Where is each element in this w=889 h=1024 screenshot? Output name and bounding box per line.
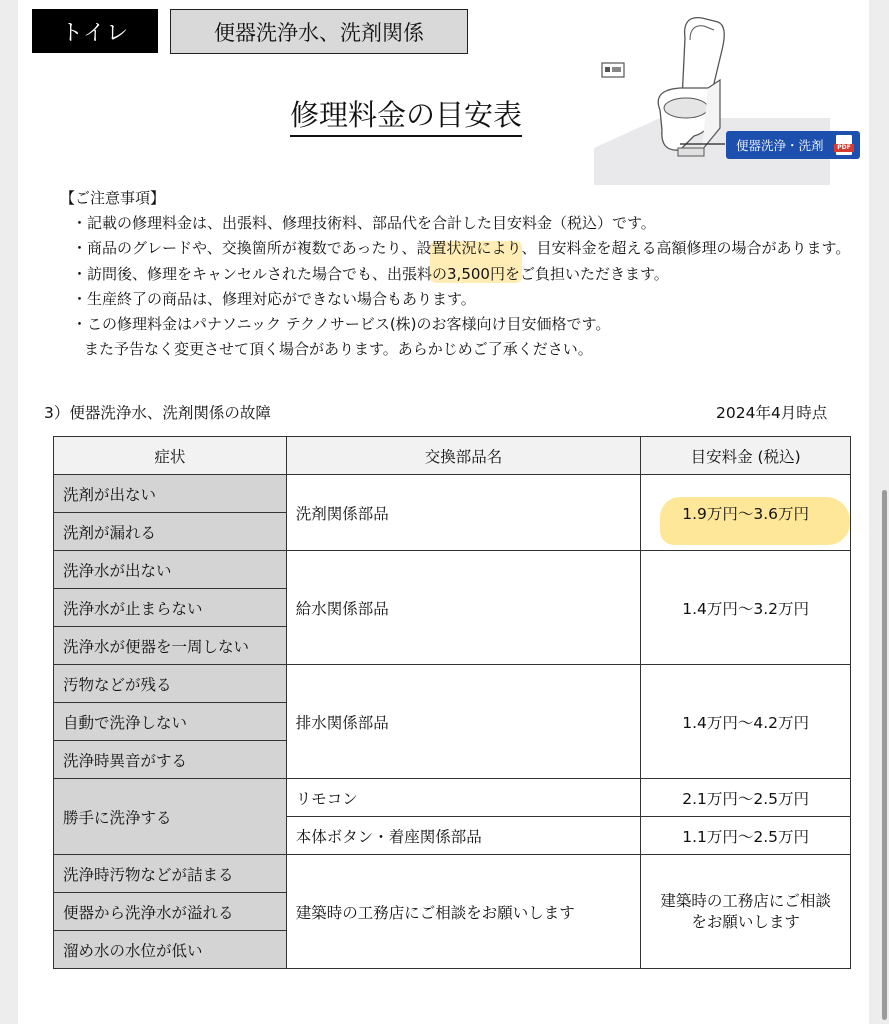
symptom-cell: 洗浄時汚物などが詰まる [54, 855, 287, 893]
note-item: ・この修理料金はパナソニック テクノサービス(株)のお客様向け目安価格です。 [72, 315, 611, 334]
table-header-row [54, 437, 851, 475]
note-item: ・訪問後、修理をキャンセルされた場合でも、出張料の3,500円をご負担いただきます。 [72, 264, 669, 283]
price-cell: 1.4万円～3.2万円 [641, 551, 851, 665]
table-row [54, 855, 851, 893]
part-cell: 給水関係部品 [286, 551, 641, 665]
pdf-download-button[interactable] [726, 131, 860, 159]
symptom-cell: 洗浄水が出ない [54, 551, 287, 589]
pdf-file-icon: PDF [836, 135, 852, 155]
part-cell: 建築時の工務店にご相談をお願いします [286, 855, 641, 969]
price-cell [641, 855, 851, 969]
note-item: ・記載の修理料金は、出張料、修理技術料、部品代を合計した目安料金（税込）です。 [72, 214, 656, 233]
symptom-cell: 洗浄時異音がする [54, 741, 287, 779]
repair-fee-table [53, 436, 851, 969]
part-cell: 排水関係部品 [286, 665, 641, 779]
symptom-cell: 洗浄水が止まらない [54, 589, 287, 627]
part-cell: 本体ボタン・着座関係部品 [286, 817, 641, 855]
price-cell: 1.9万円～3.6万円 [641, 475, 851, 551]
symptom-cell: 溜め水の水位が低い [54, 931, 287, 969]
symptom-cell: 勝手に洗浄する [54, 779, 287, 855]
category-tag: トイレ [32, 9, 158, 53]
table-row [54, 551, 851, 589]
pdf-button-label: 便器洗浄・洗剤 [736, 138, 824, 153]
subcategory-tag: 便器洗浄水、洗剤関係 [170, 9, 468, 54]
column-header-price: 目安料金 (税込) [641, 437, 851, 475]
symptom-cell: 便器から洗浄水が溢れる [54, 893, 287, 931]
notes-heading: 【ご注意事項】 [60, 189, 166, 207]
scrollbar[interactable] [882, 490, 887, 1020]
table-row [54, 665, 851, 703]
table-row [54, 779, 851, 817]
page-title: 修理料金の目安表 [290, 96, 522, 137]
note-item: ・生産終了の商品は、修理対応ができない場合もあります。 [72, 289, 476, 308]
price-cell: 1.4万円～4.2万円 [641, 665, 851, 779]
notes-section [60, 186, 850, 362]
price-cell: 1.1万円～2.5万円 [641, 817, 851, 855]
symptom-cell: 洗浄水が便器を一周しない [54, 627, 287, 665]
symptom-cell: 洗剤が漏れる [54, 513, 287, 551]
column-header-symptom: 症状 [54, 437, 287, 475]
as-of-date: 2024年4月時点 [716, 404, 828, 422]
note-item: ・商品のグレードや、交換箇所が複数であったり、設置状況により、目安料金を超える高額修理の場合があります。 [72, 239, 851, 258]
scrollbar-thumb[interactable] [882, 490, 887, 1020]
symptom-cell: 自動で洗浄しない [54, 703, 287, 741]
part-cell: リモコン [286, 779, 641, 817]
price-line: 建築時の工務店にご相談 [660, 891, 831, 910]
part-cell: 洗剤関係部品 [286, 475, 641, 551]
section-heading: 3）便器洗浄水、洗剤関係の故障 [44, 404, 271, 422]
note-continuation: また予告なく変更させて頂く場合があります。あらかじめご了承ください。 [84, 340, 593, 359]
table-row [54, 475, 851, 513]
price-cell: 2.1万円～2.5万円 [641, 779, 851, 817]
price-line: をお願いします [691, 912, 800, 931]
column-header-part: 交換部品名 [286, 437, 641, 475]
symptom-cell: 汚物などが残る [54, 665, 287, 703]
symptom-cell: 洗剤が出ない [54, 475, 287, 513]
